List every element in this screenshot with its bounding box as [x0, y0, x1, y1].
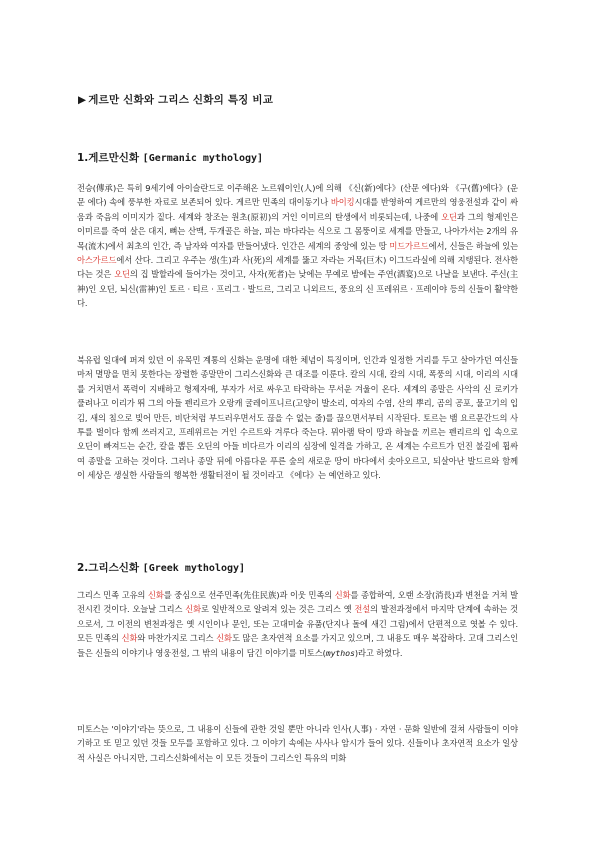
- section-number: 1.: [77, 152, 89, 164]
- text-run: 로 일반적으로 알려져 있는 것은 그리스 옛: [200, 604, 355, 615]
- section-title-en: [Germanic mythology]: [142, 153, 264, 164]
- text-run: 를 중심으로 선주민족(先住民族)과 이웃 민족의: [163, 590, 335, 600]
- text-run: 에서 산다. 그리고 우주는 생(生)과 사(死)의 세계를 뚫고 자라는 거목(巨木) 이그드라실에 의해 지탱된다. 전사한다는 것은: [77, 255, 518, 280]
- highlighted-term: mythos: [325, 647, 355, 658]
- text-run: 시대를 반영하여 게르만의 영웅전설과 같이 싸움과 죽음의 이미지가 짙다. 세계와 창조는 원초(原初)의 거인 이미르의 탄생에서 비롯되는데, 나중에: [77, 197, 518, 222]
- section-number: 2.: [77, 562, 89, 574]
- text-run: 미토스는 '이야기'라는 뜻으로, 그 내용이 신들에 관한 것일 뿐만 아니라 인사(人事) · 자연 · 문화 일반에 걸쳐 사람들이 이야기하고 또 믿고 있던 것들 모두를 포함하고 있다. 그 이야기 속에는 사사나 암시가 들어 있다. 신들이나 초자연적 요소가 일상적 사실은 아니지만, 그리스신화에서는 이 모든 것들이 그리스인 특유의 미화: [77, 724, 518, 763]
- section-heading-germanic: [77, 150, 263, 165]
- text-run: 에서, 신들은 하늘에 있는: [428, 240, 518, 251]
- highlighted-term: 바이킹: [330, 197, 355, 208]
- document-title-text: 게르만 신화와 그리스 신화의 특징 비교: [88, 94, 274, 106]
- highlighted-term: 신화: [334, 590, 351, 600]
- text-run: 전승(傳承)은 특히 9세기에 아이슬란드로 이주해온 노르웨이인(人)에 의해 《신(新)에다》(산문 에다)와 《구(舊)에다》(운문 에다) 속에 풍부한 자료로 보존되어 있다. 게르만 민족의 대이동기나: [77, 183, 518, 208]
- text-run: 그리스 민족 고유의: [77, 590, 148, 600]
- section-title-en: [Greek mythology]: [142, 563, 246, 574]
- text-run: 과 그의 형제인은 이미르를 죽여 살은 대지, 뼈는 산맥, 두개골은 하늘, 피는 바다라는 식으로 그 몸뚱이로 세계를 만들고, 나아가서는 2개의 유목(流木)에서 최초의 인간, 즉 남자와 여자를 만들어냈다. 인간은 세계의 중앙에 있는 땅: [77, 211, 518, 251]
- highlighted-term: 신화: [121, 633, 138, 644]
- section-heading-greek: [77, 560, 245, 575]
- highlighted-term: 아스가르드: [77, 255, 117, 266]
- highlighted-term: 신화: [185, 604, 201, 615]
- text-run: 와 마찬가지로 그리스: [137, 633, 217, 644]
- highlighted-term: 미드가르드: [389, 240, 429, 251]
- document-title: [78, 92, 273, 107]
- text-run: 의 집 발할라에 들어가는 것이고, 사자(死者)는 낮에는 무예로 밤에는 주연(酒宴)으로 나날을 보낸다. 주신(主神)인 오딘, 뇌신(雷神)인 토르 · 티르 · 프리그 · 발드르, 그리고 니외르드, 풍요의 신 프레위르 · 프레이야 등의 신들이 활약한다.: [77, 269, 518, 309]
- highlighted-term: 오딘: [114, 269, 130, 280]
- highlighted-term: 신화: [147, 590, 164, 600]
- highlighted-term: 신화: [216, 633, 232, 644]
- text-run: 를 종합하여, 오랜 소장(消長)과 변천을 거쳐 발전시킨 것이다. 오늘날 그리스: [77, 590, 518, 615]
- highlighted-term: 전설: [354, 604, 371, 615]
- section-title-ko: 그리스신화: [88, 562, 140, 574]
- triangle-bullet-icon: ▶: [78, 94, 87, 106]
- highlighted-term: 오딘: [441, 211, 457, 222]
- paragraph: [77, 722, 518, 765]
- paragraph: [77, 588, 518, 660]
- paragraph: [77, 181, 518, 311]
- paragraph: [77, 353, 518, 483]
- text-run: 도 많은 초자연적 요소를 가지고 있으며, 그 내용도 매우 복잡하다. 고대 그리스인들은 신들의 이야기나 영웅전설, 그 밖의 내용이 담긴 이야기를 미토스(: [77, 633, 518, 658]
- text-run: )라고 하였다.: [354, 647, 403, 658]
- text-run: 북유럽 일대에 퍼져 있던 이 유목민 계통의 신화는 운명에 대한 체념이 특징이며, 인간과 일정한 거리를 두고 살아가던 여신들마저 멸망을 면치 못한다는 장렬한 종말만이 그리스신화와 큰 대조를 이룬다. 칼의 시대, 칼의 시대, 폭풍의 시대, 이리의 시대를 거치면서 폭력이 지배하고 형제자매, 부자가 서로 싸우고 타락하는 무서운 겨울이 온다. 세계의 종말은 사악의 신 로키가 풀려나고 이리가 뛰 그의 아들 펜리르가 오랑캐 굴레이프니르(고양이 발소리, 여자의 수염, 산의 뿌리, 곰의 공포, 물고기의 입김, 새의 침으로 빚어 만든, 비단처럼 부드러우면서도 끊을 수 없는 줄)를 끊으면서부터 시작된다. 토르는 뱀 요르문간드의 사투를 벌이다 함께 쓰러지고, 프레위르는 거인 수르트와 겨루다 죽는다. 뮈아램 탁이 땅과 하늘을 끼르는 펜리르의 입 속으로 오딘이 빠져드는 순간, 칼을 뽑든 오딘의 아들 비다르가 이리의 심장에 일격을 가하고, 온 세계는 수르트가 던진 불길에 휩싸여 종말을 고하는 것이다. 그러나 종말 뒤에 아름다운 푸른 숲의 새로운 땅이 바다에서 솟아오르고, 되살아난 발드르와 함께 이 세상은 생실한 사람들의 행복한 생활터전이 될 것이라고 《에다》는 예언하고 있다.: [77, 355, 518, 481]
- text-run: 의 발전과정에서 마지막 단계에 속하는 것으로서, 그 이전의 변천과정은 옛 시인이나 문인, 또는 고대미술 유품(단지나 돌에 새긴 그림)에서 단편적으로 엿볼 수 있다. 모든 민족의: [77, 604, 518, 644]
- section-title-ko: 게르만신화: [88, 152, 140, 164]
